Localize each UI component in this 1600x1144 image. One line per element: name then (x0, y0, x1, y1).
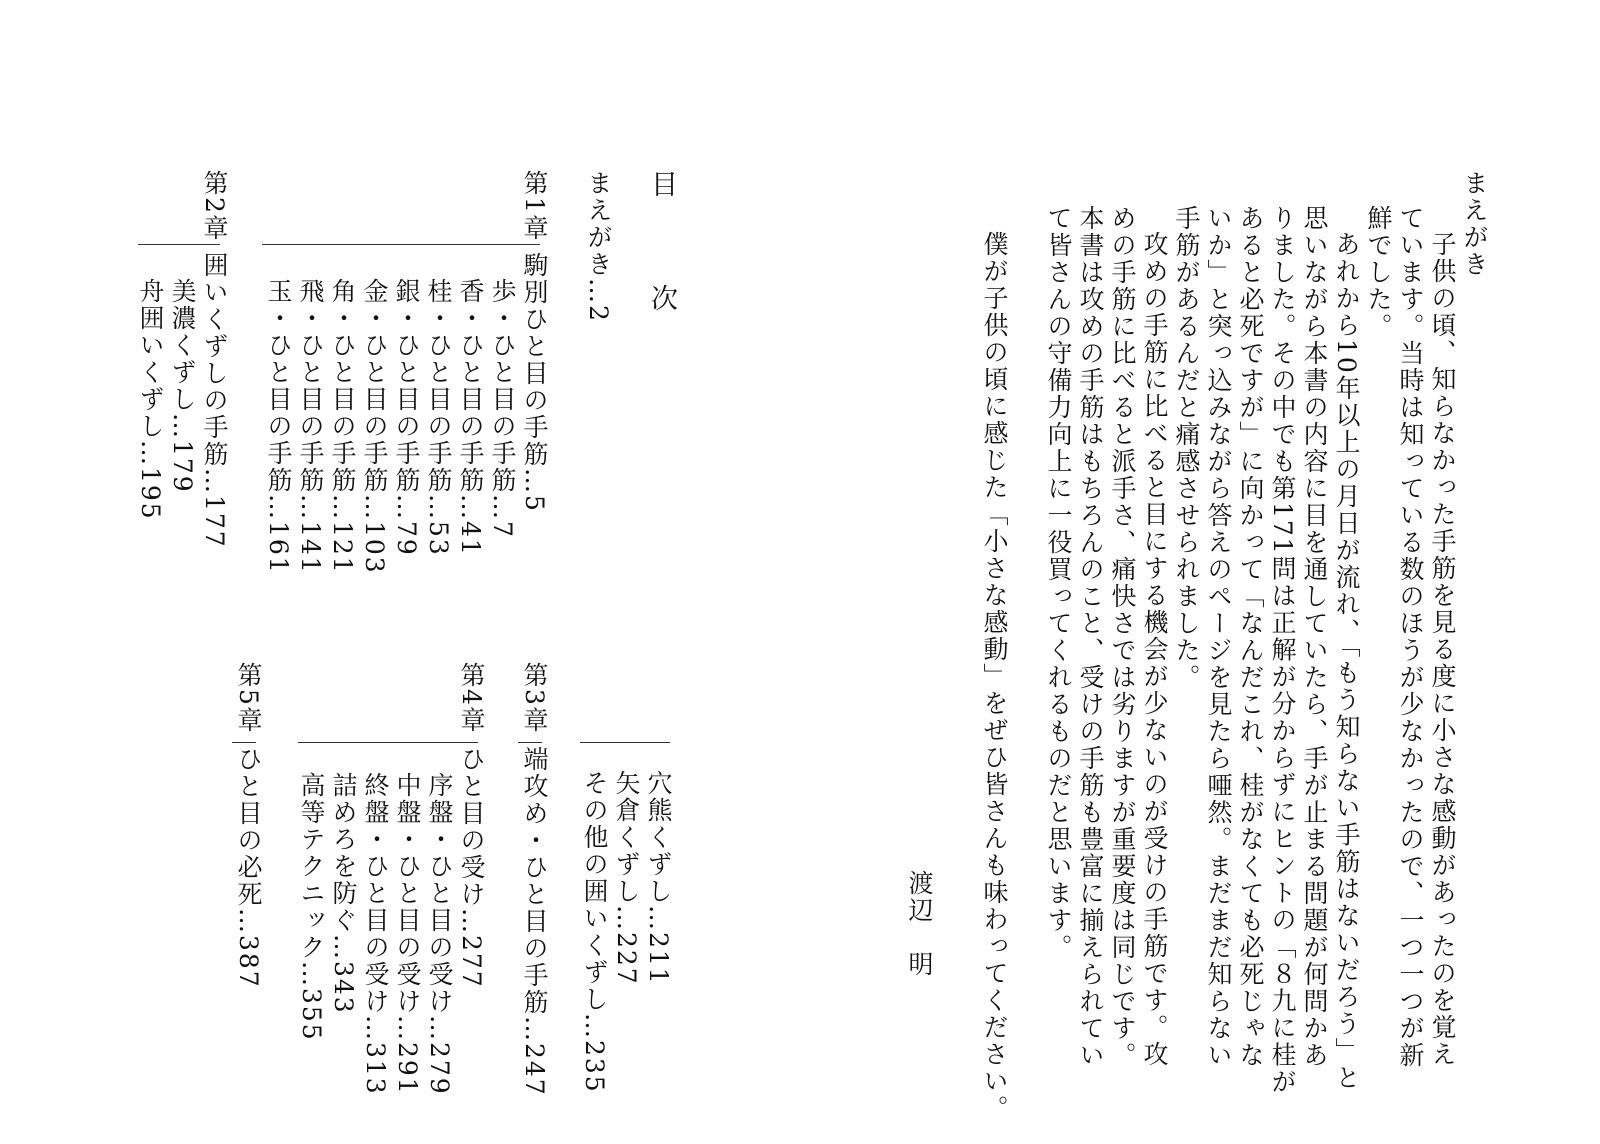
toc-chapter-title: ひと目の必死…387 (234, 746, 263, 989)
toc-preface: まえがき…2 (584, 170, 613, 323)
toc-item: 終盤・ひと目の受け…313 (361, 772, 390, 1096)
preface-line: あれから10年以上の月日が流れ、「もう知らない手筋はないだろう」と (1332, 231, 1361, 1092)
toc-chapter-label: 第1章 (520, 170, 549, 242)
toc-item: 香・ひと目の手筋…41 (456, 278, 485, 557)
toc-chapter-title: 囲いくずしの手筋…177 (200, 252, 229, 549)
toc-item: 序盤・ひと目の受け…279 (425, 772, 454, 1096)
toc-chapter-title: 駒別ひと目の手筋…5 (520, 252, 549, 513)
toc-chapter-label: 第2章 (200, 170, 229, 242)
preface-line: 鮮でした。 (1364, 205, 1393, 340)
toc-item: 美濃くずし…179 (168, 278, 197, 494)
toc-item: 金・ひと目の手筋…103 (360, 278, 389, 575)
divider (298, 742, 478, 743)
divider (138, 244, 220, 245)
preface-line: て皆さんの守備力向上に一役買ってくれるものだと思います。 (1044, 205, 1073, 961)
preface-line: 思いながら本書の内容に目を通していたら、手が止まる問題が何問かあ (1300, 205, 1329, 1069)
divider (518, 742, 542, 743)
toc-title: 目 次 (646, 170, 677, 341)
divider (232, 742, 256, 743)
toc-chapter-title: ひと目の受け…277 (457, 746, 486, 989)
preface-line: あると必死ですが」に向かって「なんだこれ、桂がなくても必死じゃな (1236, 205, 1265, 1069)
preface-line: りました。その中でも第171問は正解が分からずにヒントの「８九に桂が (1268, 205, 1297, 1096)
preface-line: 攻めの手筋に比べると目にする機会が少ないのが受けの手筋です。攻 (1140, 231, 1169, 1068)
toc-item: 飛・ひと目の手筋…141 (296, 278, 325, 575)
preface-title: まえがき (1460, 170, 1489, 278)
divider (580, 742, 670, 743)
toc-item: 角・ひと目の手筋…121 (328, 278, 357, 575)
preface-line: 僕が子供の頃に感じた「小さな感動」をぜひ皆さんも味わってください。 (980, 231, 1009, 1122)
preface-line: めの手筋に比べると派手さ、痛快さでは劣りますが重要度は同じです。 (1108, 205, 1137, 1069)
preface-line: 手筋があるんだと痛感させられました。 (1172, 205, 1201, 691)
toc-item: 穴熊くずし…211 (644, 770, 673, 986)
toc-item: 歩・ひと目の手筋…7 (488, 278, 517, 539)
toc-item: 桂・ひと目の手筋…53 (424, 278, 453, 557)
toc-item: 矢倉くずし…227 (612, 770, 641, 986)
author-name: 渡辺 明 (905, 870, 934, 978)
preface-line: 子供の頃、知らなかった手筋を見る度に小さな感動があったのを覚え (1428, 231, 1457, 1068)
divider (262, 244, 540, 245)
toc-item: 中盤・ひと目の受け…291 (393, 772, 422, 1096)
toc-chapter-label: 第5章 (234, 662, 263, 734)
preface-line: ています。当時は知っている数のほうが少なかったので、一つ一つが新 (1396, 205, 1425, 1069)
toc-chapter-label: 第3章 (520, 662, 549, 734)
toc-item: 玉・ひと目の手筋…161 (264, 278, 293, 575)
preface-line: いか」と突っ込みながら答えのページを見たら唖然。まだまだ知らない (1204, 205, 1233, 1069)
toc-item: 高等テクニック…355 (297, 772, 326, 1042)
toc-chapter-title: 端攻め・ひと目の手筋…247 (520, 746, 549, 1097)
toc-item: 銀・ひと目の手筋…79 (392, 278, 421, 557)
toc-item: その他の囲いくずし…235 (580, 770, 609, 1094)
toc-item: 舟囲いくずし…195 (136, 278, 165, 521)
toc-item: 詰めろを防ぐ…343 (329, 772, 358, 1015)
toc-chapter-label: 第4章 (457, 662, 486, 734)
preface-line: 本書は攻めの手筋はもちろんのこと、受けの手筋も豊富に揃えられてい (1076, 205, 1105, 1069)
preface-page (800, 0, 1600, 1144)
